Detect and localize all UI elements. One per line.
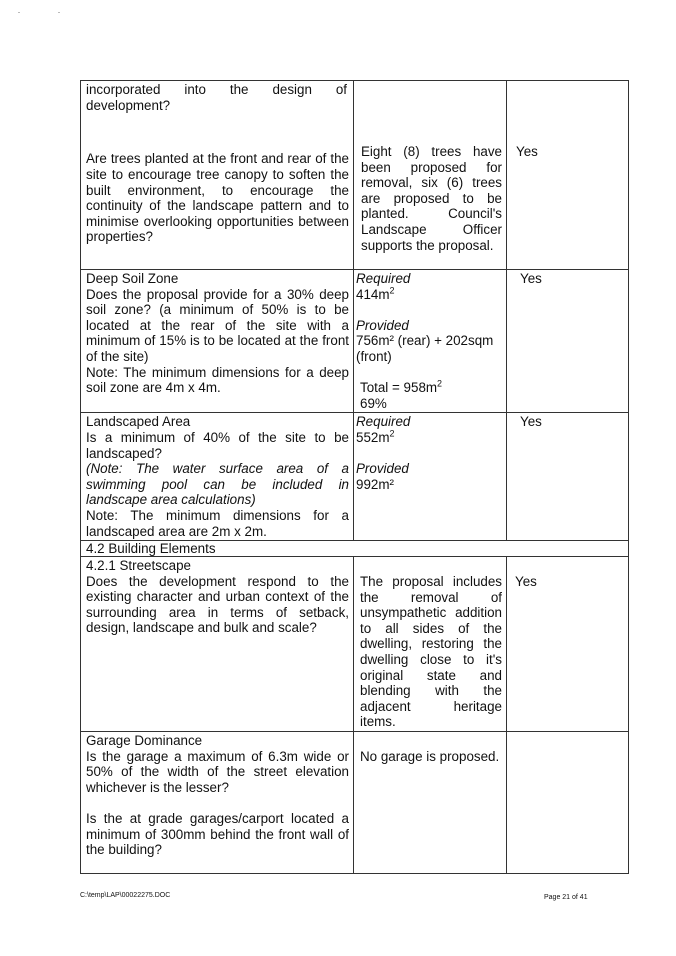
criteria-cell — [81, 732, 354, 874]
comment-cell — [354, 732, 507, 874]
comment-text: No garage is proposed. — [360, 749, 500, 765]
section-row — [81, 541, 629, 557]
comment-cell — [354, 81, 507, 270]
compliance-value: Yes — [520, 414, 542, 430]
criteria-question: Are trees planted at the front and rear of the site to encourage tree canopy to soften the built environment, to encourage the continuity of the landscape pattern and to minimise overlooking opportunities between properties? — [86, 151, 349, 245]
comment-cell — [354, 413, 507, 541]
compliance-cell — [507, 732, 629, 874]
required-value — [356, 430, 502, 446]
criteria-text: development? — [86, 97, 171, 113]
footer-file-path: C:\temp\LAP\00022275.DOC — [80, 892, 171, 899]
scan-mark — [18, 12, 20, 13]
criteria-note: Note: The minimum dimensions for a deep soil zone are 4m x 4m. — [86, 364, 349, 396]
word: of — [335, 82, 347, 97]
provided-label: Provided — [356, 461, 409, 477]
required-value-text: 414m — [356, 286, 390, 302]
criteria-cell — [81, 81, 354, 270]
provided-value: 992m² — [356, 476, 394, 492]
criteria-cell — [81, 557, 354, 732]
criteria-question: Does the development respond to the existing character and urban context of the surrounding area in terms of setback, design, landscape and bulk and scale? — [86, 573, 349, 636]
scan-mark — [58, 12, 60, 13]
compliance-cell — [507, 557, 629, 732]
criteria-note-italic: (Note: The water surface area of a swimming pool can be included in landscape area calculations) — [86, 461, 349, 508]
required-label: Required — [356, 271, 411, 286]
criteria-cell — [81, 270, 354, 413]
table-row — [81, 732, 629, 874]
total-value — [356, 380, 502, 396]
criteria-heading: Landscaped Area — [86, 414, 191, 430]
compliance-table — [80, 80, 629, 874]
section-heading: 4.2 Building Elements — [81, 541, 629, 557]
criteria-heading: Garage Dominance — [86, 733, 203, 749]
superscript: 2 — [389, 285, 395, 296]
compliance-cell — [507, 413, 629, 541]
criteria-heading: 4.2.1 Streetscape — [86, 558, 191, 574]
compliance-value: Yes — [516, 144, 538, 159]
compliance-cell — [507, 81, 629, 270]
superscript: 2 — [389, 428, 395, 439]
percent-value: 69% — [360, 395, 387, 411]
table-row — [81, 557, 629, 732]
provided-label: Provided — [356, 317, 409, 333]
table-row — [81, 413, 629, 541]
table-row — [81, 81, 629, 270]
required-value-text: 552m — [356, 429, 390, 445]
criteria-question: Does the proposal provide for a 30% deep soil zone? (a minimum of 50% is to be located at the rear of the site with a minimum of 15% is to be located at the front of the site) — [86, 286, 349, 364]
word: into — [184, 82, 206, 97]
criteria-heading: Deep Soil Zone — [86, 271, 179, 286]
criteria-note: Note: The minimum dimensions for a landscaped area are 2m x 2m. — [86, 507, 349, 539]
word: the — [229, 82, 249, 97]
provided-value: 756m² (rear) + 202sqm (front) — [356, 333, 494, 364]
line-spread — [86, 82, 349, 98]
comment-text: The proposal includes the removal of unsympathetic addition to all sides of the dwelling, restoring the dwelling close to it's original state and blending with the adjacent heritage items. — [360, 574, 502, 730]
word: incorporated — [86, 82, 161, 97]
comment-cell — [354, 270, 507, 413]
compliance-value: Yes — [515, 574, 537, 590]
criteria-question: Is a minimum of 40% of the site to be landscaped? — [86, 429, 349, 461]
compliance-cell — [507, 270, 629, 413]
compliance-value: Yes — [520, 271, 542, 286]
required-label: Required — [356, 414, 411, 430]
comment-cell — [354, 557, 507, 732]
word: design — [272, 82, 312, 97]
criteria-question: Is the at grade garages/carport located a minimum of 300mm behind the front wall of the building? — [86, 811, 349, 858]
criteria-question: Is the garage a maximum of 6.3m wide or 50% of the width of the street elevation whichever is the lesser? — [86, 748, 349, 795]
required-value — [356, 287, 502, 303]
superscript: 2 — [437, 378, 443, 389]
table-row — [81, 270, 629, 413]
criteria-cell — [81, 413, 354, 541]
footer-page-number: Page 21 of 41 — [544, 894, 588, 901]
comment-text: Eight (8) trees have been proposed for removal, six (6) trees are proposed to be planted. Council's Landscape Officer supports the proposal. — [361, 144, 502, 253]
total-text: Total = 958m — [360, 380, 438, 396]
